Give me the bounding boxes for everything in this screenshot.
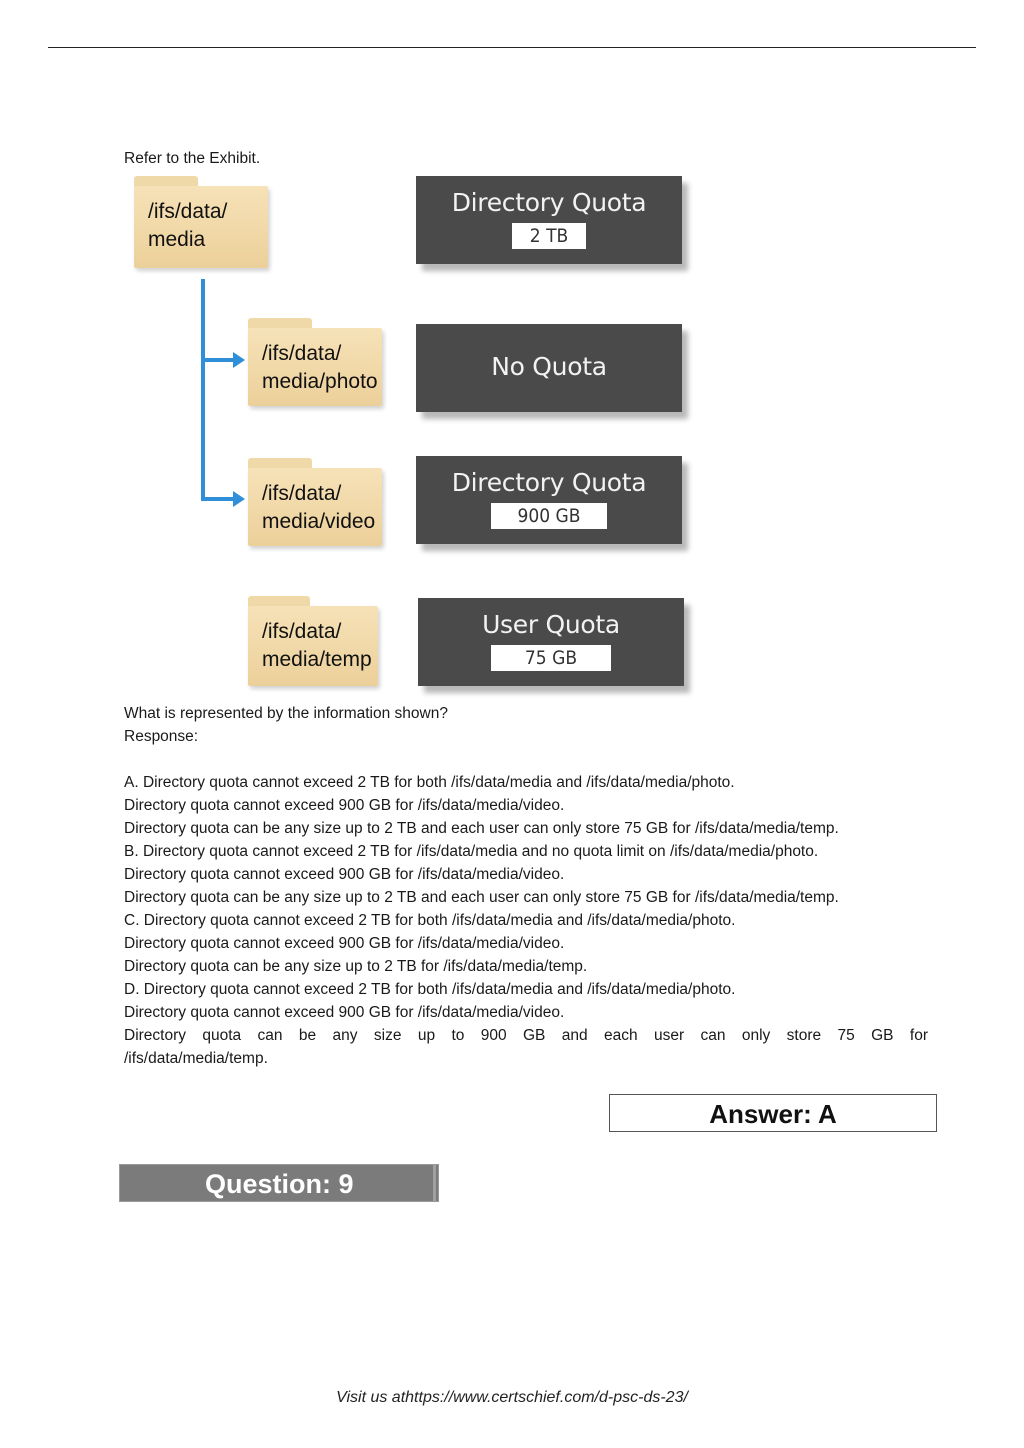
footer-link-text: Visit us athttps://www.certschief.com/d-psc-ds-23/ (336, 1389, 688, 1406)
option-a-line: Directory quota cannot exceed 900 GB for /ifs/data/media/video. (124, 797, 565, 814)
connector-photo (201, 358, 235, 362)
arrow-right-icon (233, 491, 245, 507)
quota-box-video: Directory Quota 900 GB (416, 456, 682, 544)
option-d-line: Directory quota cannot exceed 900 GB for /ifs/data/media/video. (124, 1004, 565, 1021)
connector-video (201, 497, 235, 501)
answer-box: Answer: A (609, 1094, 937, 1132)
response-label: Response: (124, 728, 199, 745)
quota-box-photo: No Quota (416, 324, 682, 412)
folder-media-photo: /ifs/data/ media/photo (248, 318, 382, 406)
quota-box-temp: User Quota 75 GB (418, 598, 684, 686)
quota-value: 900 GB (491, 503, 606, 529)
exhibit-diagram (124, 172, 704, 702)
folder-media: /ifs/data/ media (134, 176, 268, 268)
question-text: What is represented by the information shown? (124, 705, 448, 722)
option-d-line: D. Directory quota cannot exceed 2 TB for both /ifs/data/media and /ifs/data/media/photo. (124, 981, 736, 998)
folder-media-video: /ifs/data/ media/video (248, 458, 382, 546)
intro-text: Refer to the Exhibit. (124, 150, 261, 167)
question-block (124, 702, 928, 1070)
option-a-line: Directory quota can be any size up to 2 TB and each user can only store 75 GB for /ifs/data/media/temp. (124, 820, 839, 837)
option-b-line: B. Directory quota cannot exceed 2 TB for /ifs/data/media and no quota limit on /ifs/data/media/photo. (124, 843, 819, 860)
quota-value: 75 GB (491, 645, 611, 671)
option-a-line: A. Directory quota cannot exceed 2 TB for both /ifs/data/media and /ifs/data/media/photo. (124, 774, 735, 791)
option-b-line: Directory quota can be any size up to 2 TB and each user can only store 75 GB for /ifs/data/media/temp. (124, 889, 839, 906)
option-d-line: /ifs/data/media/temp. (124, 1050, 268, 1067)
option-b-line: Directory quota cannot exceed 900 GB for /ifs/data/media/video. (124, 866, 565, 883)
option-c-line: C. Directory quota cannot exceed 2 TB for both /ifs/data/media and /ifs/data/media/photo. (124, 912, 736, 929)
header-rule (48, 47, 976, 48)
option-d-line: Directory quota can be any size up to 900 GB and each user can only store 75 GB for (124, 1027, 928, 1044)
connector-trunk (201, 279, 205, 501)
arrow-right-icon (233, 352, 245, 368)
question-number-bar: Question: 9 (119, 1164, 439, 1202)
option-c-line: Directory quota cannot exceed 900 GB for /ifs/data/media/video. (124, 935, 565, 952)
quota-value: 2 TB (512, 223, 586, 249)
quota-box-media: Directory Quota 2 TB (416, 176, 682, 264)
folder-media-temp: /ifs/data/ media/temp (248, 596, 378, 686)
option-c-line: Directory quota can be any size up to 2 TB for /ifs/data/media/temp. (124, 958, 588, 975)
